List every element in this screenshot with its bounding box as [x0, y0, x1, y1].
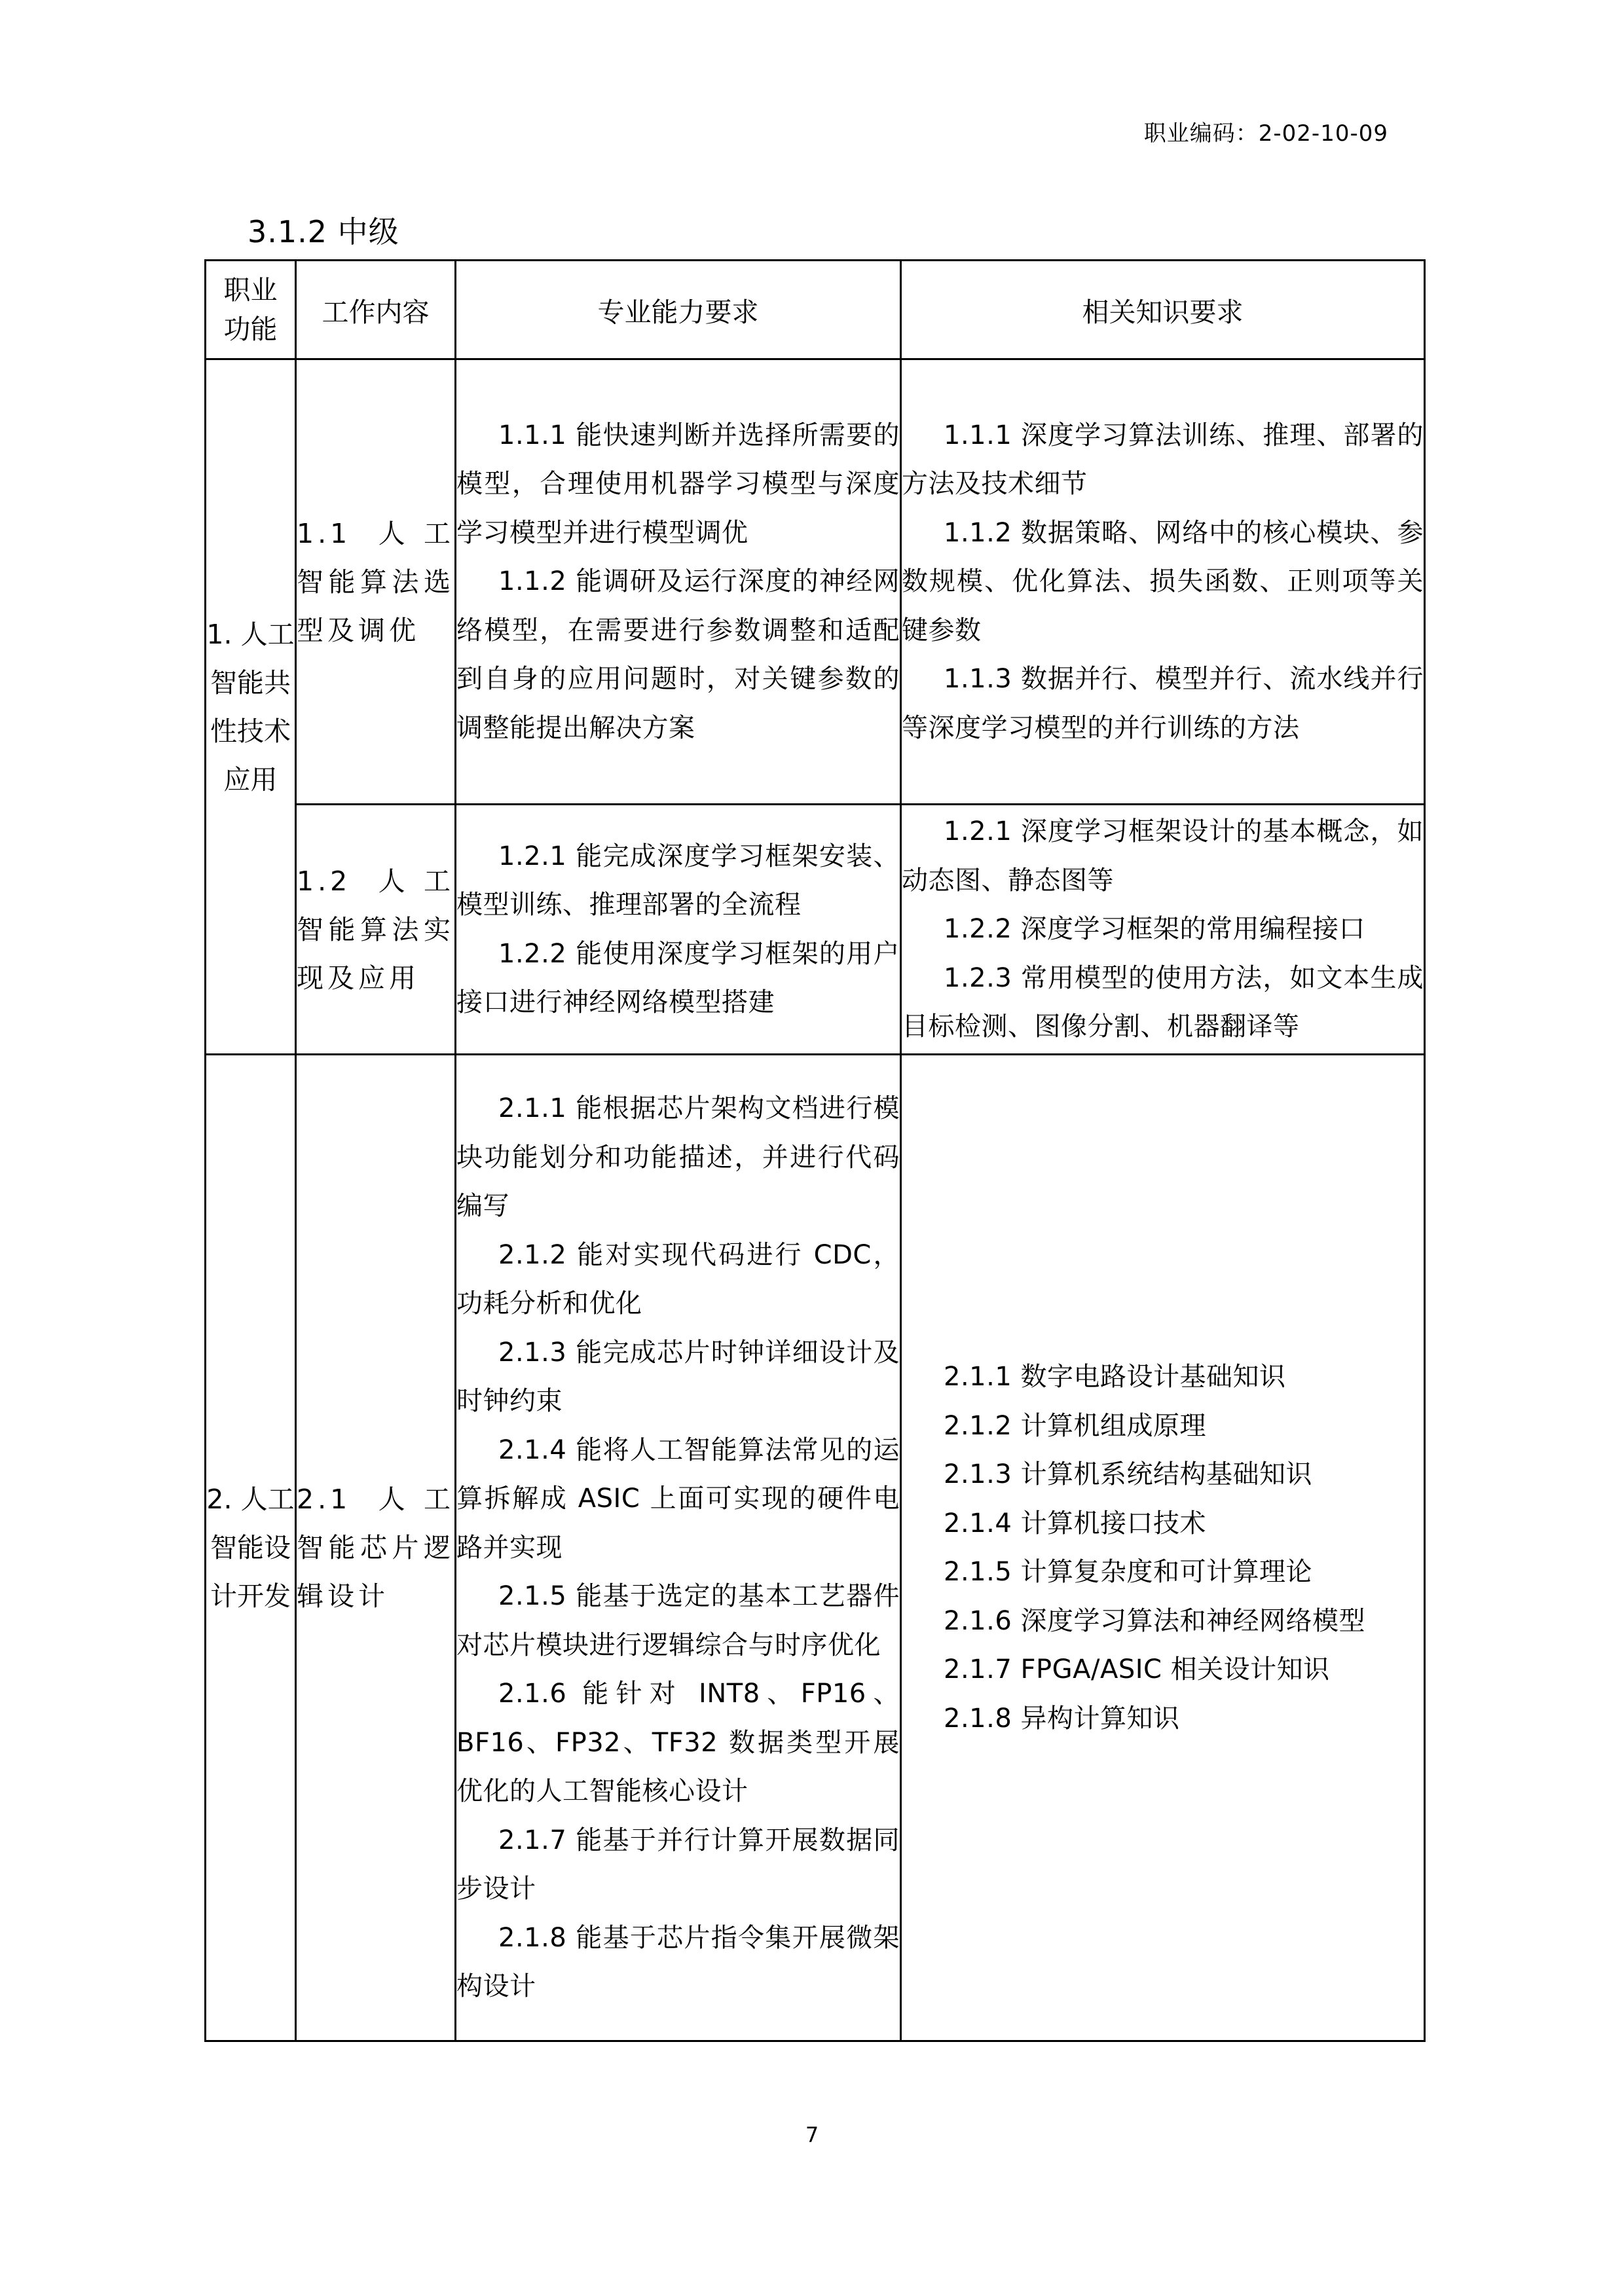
- skill-item: 2.1.2 能对实现代码进行 CDC，功耗分析和优化: [456, 1239, 900, 1319]
- work-content-cell: 2.1 人工智能芯片逻辑设计: [296, 1055, 456, 2041]
- knowledge-item: 2.1.1 数字电路设计基础知识: [944, 1362, 1286, 1392]
- skill-item: 2.1.5 能基于选定的基本工艺器件对芯片模块进行逻辑综合与时序优化: [456, 1581, 900, 1660]
- skill-item: 2.1.6 能针对 INT8、FP16、BF16、FP32、TF32 数据类型开展优化的人工智能核心设计: [456, 1679, 900, 1807]
- knowledge-cell: [901, 805, 1425, 1055]
- knowledge-cell: [901, 359, 1425, 805]
- function-cell: 1. 人工智能共性技术应用: [206, 359, 296, 1055]
- knowledge-cell: [901, 1055, 1425, 2041]
- knowledge-item: 1.1.2 数据策略、网络中的核心模块、参数规模、优化算法、损失函数、正则项等关键参数: [902, 517, 1424, 646]
- header-skills: 专业能力要求: [456, 261, 901, 359]
- section-heading: 3.1.2 中级: [248, 214, 399, 249]
- knowledge-item: 2.1.3 计算机系统结构基础知识: [944, 1459, 1312, 1489]
- table-row: [206, 1055, 1425, 2041]
- knowledge-item: 1.1.3 数据并行、模型并行、流水线并行等深度学习模型的并行训练的方法: [902, 664, 1424, 743]
- skills-cell: [456, 1055, 901, 2041]
- skill-item: 1.1.1 能快速判断并选择所需要的模型，合理使用机器学习模型与深度学习模型并进行模型调优: [456, 420, 900, 548]
- skill-item: 1.2.1 能完成深度学习框架安装、模型训练、推理部署的全流程: [456, 841, 900, 920]
- skill-item: 2.1.7 能基于并行计算开展数据同步设计: [456, 1825, 900, 1904]
- header-content: 工作内容: [296, 261, 456, 359]
- skill-item: 2.1.8 能基于芯片指令集开展微架构设计: [456, 1922, 900, 2002]
- table-row: [206, 805, 1425, 1055]
- work-content-cell: 1.1 人工智能算法选型及调优: [296, 359, 456, 805]
- header-function: 职业功能: [206, 261, 296, 359]
- knowledge-item: 2.1.6 深度学习算法和神经网络模型: [944, 1605, 1365, 1636]
- skill-item: 2.1.3 能完成芯片时钟详细设计及时钟约束: [456, 1337, 900, 1417]
- function-cell: 2. 人工智能设计开发: [206, 1055, 296, 2041]
- table-row: [206, 359, 1425, 805]
- knowledge-item: 1.2.3 常用模型的使用方法，如文本生成目标检测、图像分割、机器翻译等: [902, 962, 1424, 1042]
- skills-cell: [456, 359, 901, 805]
- skill-item: 1.1.2 能调研及运行深度的神经网络模型，在需要进行参数调整和适配到自身的应用问题时，对关键参数的调整能提出解决方案: [456, 566, 900, 743]
- header-knowledge: 相关知识要求: [901, 261, 1425, 359]
- knowledge-item: 2.1.2 计算机组成原理: [944, 1410, 1206, 1441]
- skills-cell: [456, 805, 901, 1055]
- knowledge-item: 2.1.8 异构计算知识: [944, 1703, 1180, 1734]
- occupation-code: 职业编码：2-02-10-09: [1143, 120, 1388, 147]
- skill-item: 2.1.1 能根据芯片架构文档进行模块功能划分和功能描述，并进行代码编写: [456, 1093, 900, 1222]
- knowledge-item: 2.1.7 FPGA/ASIC 相关设计知识: [944, 1654, 1330, 1685]
- knowledge-item: 2.1.4 计算机接口技术: [944, 1508, 1206, 1539]
- knowledge-item: 1.1.1 深度学习算法训练、推理、部署的方法及技术细节: [902, 420, 1424, 500]
- skill-item: 2.1.4 能将人工智能算法常见的运算拆解成 ASIC 上面可实现的硬件电路并实现: [456, 1434, 900, 1563]
- table-header-row: [206, 261, 1425, 359]
- knowledge-item: 1.2.2 深度学习框架的常用编程接口: [944, 914, 1365, 945]
- work-content-cell: 1.2 人工智能算法实现及应用: [296, 805, 456, 1055]
- page-number: 7: [805, 2123, 819, 2147]
- competency-table: [204, 259, 1426, 2042]
- knowledge-item: 1.2.1 深度学习框架设计的基本概念，如动态图、静态图等: [902, 816, 1424, 896]
- skill-item: 1.2.2 能使用深度学习框架的用户接口进行神经网络模型搭建: [456, 938, 900, 1017]
- knowledge-item: 2.1.5 计算复杂度和可计算理论: [944, 1557, 1312, 1587]
